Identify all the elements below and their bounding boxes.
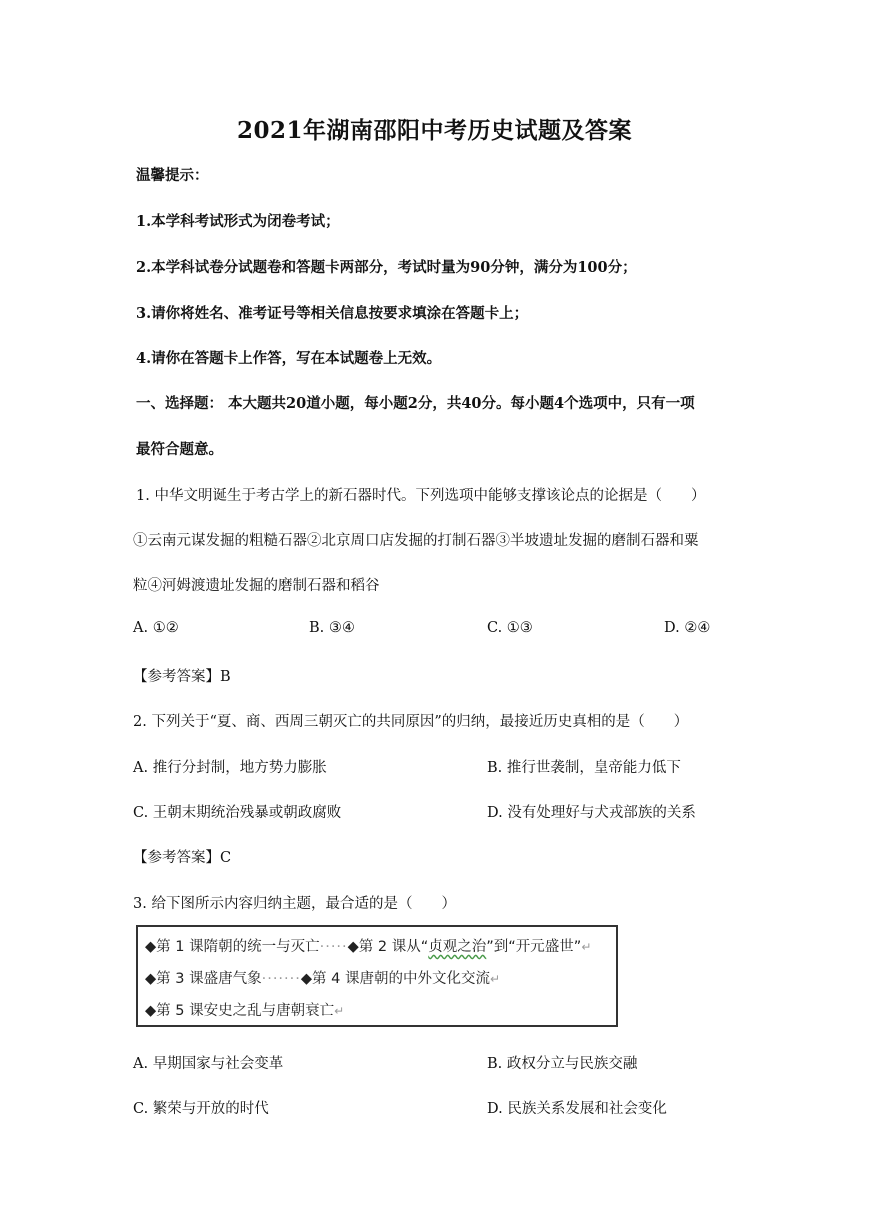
q3-box-lesson-5: ◆第 5 课安史之乱与唐朝衰亡 <box>145 1003 335 1019</box>
q1-answer: 【参考答案】B <box>133 669 231 685</box>
tips-heading: 温馨提示： <box>136 167 209 184</box>
q1-option-a: A. ①② <box>133 620 179 636</box>
dotted-leader: ······· <box>261 971 301 987</box>
tip-item-2: 2.本学科试卷分试题卷和答题卡两部分，考试时量为90分钟，满分为100分； <box>136 259 637 276</box>
dotted-leader: ····· <box>319 939 348 955</box>
section-heading-line2: 最符合题意。 <box>136 441 223 458</box>
q3-box-lesson-2-prefix: ◆第 2 课从“ <box>347 939 429 955</box>
q1-stem: 1. 中华文明诞生于考古学上的新石器时代。下列选项中能够支撑该论点的论据是（ ） <box>136 488 706 504</box>
tip-item-1: 1.本学科考试形式为闭卷考试； <box>136 213 340 230</box>
q3-figure-box <box>136 925 618 1027</box>
q1-material-line2: 粒④河姆渡遗址发掘的磨制石器和稻谷 <box>133 578 380 594</box>
q2-option-d: D. 没有处理好与犬戎部族的关系 <box>487 805 696 821</box>
q1-option-c: C. ①③ <box>487 620 533 636</box>
q3-box-lesson-3: ◆第 3 课盛唐气象 <box>145 971 262 987</box>
page-title: 2021年湖南邵阳中考历史试题及答案 <box>236 117 632 144</box>
section-heading-line1: 一、选择题： 本大题共20道小题，每小题2分，共40分。每小题4个选项中，只有一项 <box>136 395 695 412</box>
paragraph-mark-icon: ↵ <box>581 940 592 954</box>
q3-option-b: B. 政权分立与民族交融 <box>487 1056 638 1072</box>
q3-box-lesson-2-suffix: ”到“开元盛世” <box>486 939 582 955</box>
q2-option-a: A. 推行分封制，地方势力膨胀 <box>133 760 327 776</box>
q3-box-line-1 <box>145 935 591 956</box>
paragraph-mark-icon: ↵ <box>334 1004 345 1018</box>
q2-answer: 【参考答案】C <box>133 850 232 866</box>
q3-box-lesson-4: ◆第 4 课唐朝的中外文化交流 <box>300 971 490 987</box>
q3-box-line-2 <box>145 967 500 988</box>
q3-option-a: A. 早期国家与社会变革 <box>133 1056 284 1072</box>
q2-option-c: C. 王朝末期统治残暴或朝政腐败 <box>133 805 342 821</box>
q3-box-lesson-1: ◆第 1 课隋朝的统一与灭亡 <box>145 939 320 955</box>
q2-stem: 2. 下列关于“夏、商、西周三朝灭亡的共同原因”的归纳，最接近历史真相的是（ ） <box>133 714 689 730</box>
tip-item-3: 3.请你将姓名、准考证号等相关信息按要求填涂在答题卡上； <box>136 305 529 322</box>
q1-material-line1: ①云南元谋发掘的粗糙石器②北京周口店发掘的打制石器③半坡遗址发掘的磨制石器和粟 <box>133 533 699 549</box>
tip-item-4: 4.请你在答题卡上作答，写在本试题卷上无效。 <box>136 350 442 367</box>
q1-option-b: B. ③④ <box>309 620 355 636</box>
q3-option-c: C. 繁荣与开放的时代 <box>133 1101 269 1117</box>
q2-option-b: B. 推行世袭制，皇帝能力低下 <box>487 760 681 776</box>
q3-stem: 3. 给下图所示内容归纳主题，最合适的是（ ） <box>133 896 456 912</box>
q3-box-lesson-2-highlight: 贞观之治 <box>428 939 487 955</box>
q3-box-line-3 <box>145 999 344 1020</box>
q1-option-d: D. ②④ <box>664 620 711 636</box>
q3-option-d: D. 民族关系发展和社会变化 <box>487 1101 667 1117</box>
paragraph-mark-icon: ↵ <box>489 972 501 986</box>
